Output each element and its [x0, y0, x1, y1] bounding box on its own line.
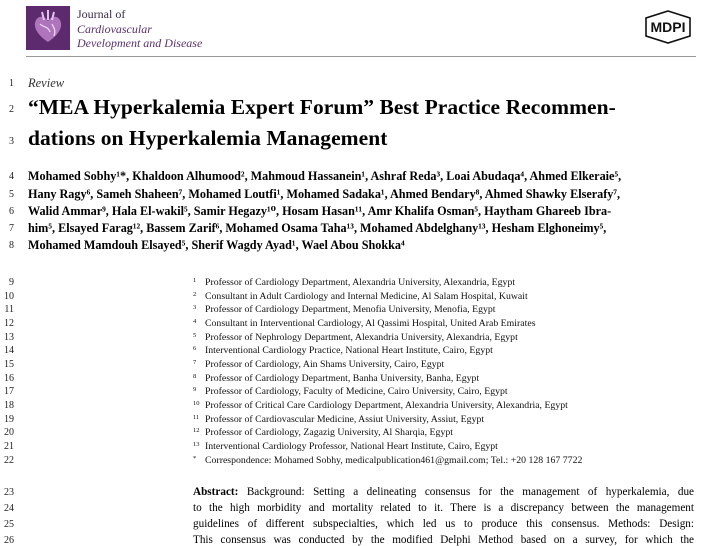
affiliation-text: Consultant in Interventional Cardiology, Al Qassimi Hospital, United Arab Emirates	[205, 318, 536, 329]
affiliation-text: Professor of Critical Care Cardiology Department, Alexandria University, Alexandria, Egypt	[205, 400, 568, 411]
affiliation-marker: 2	[193, 291, 197, 298]
line-number: 21	[4, 441, 14, 452]
line-number: 6	[9, 206, 14, 217]
affiliation-text: Professor of Cardiovascular Medicine, Assiut University, Assiut, Egypt	[205, 414, 485, 425]
affiliation	[193, 318, 536, 329]
line-number: 18	[4, 400, 14, 411]
line-number: 1	[9, 78, 14, 89]
line-number: 26	[4, 535, 14, 546]
line-number: 10	[4, 291, 14, 302]
journal-logo	[26, 6, 70, 50]
header-rule	[26, 56, 696, 57]
affiliation-text: Professor of Cardiology Department, Menofia University, Menofia, Egypt	[205, 304, 496, 315]
abstract-text: Background: Setting a delineating consensus for the management of hyperkalemia, due	[246, 486, 694, 498]
affiliation-text: Interventional Cardiology Practice, National Heart Institute, Cairo, Egypt	[205, 345, 493, 356]
line-number: 2	[9, 104, 14, 115]
affiliation	[193, 373, 479, 384]
affiliation	[193, 359, 444, 370]
author-line: Walid Ammar⁹, Hala El-wakil⁵, Samir Hegazy¹⁰, Hosam Hasan¹¹, Amr Khalifa Osman⁵, Haytham Ghareeb Ibra-	[28, 204, 612, 218]
abstract-line: This consensus was conducted by the modified Delphi Method based on a survey, for which the	[193, 534, 694, 546]
affiliation-text: Professor of Cardiology Department, Banha University, Banha, Egypt	[205, 373, 480, 384]
line-number: 4	[9, 171, 14, 182]
affiliation-marker: 1	[193, 277, 197, 284]
affiliation-text: Professor of Cardiology, Faculty of Medicine, Cairo University, Cairo, Egypt	[205, 386, 508, 397]
affiliation-marker: 5	[193, 332, 197, 339]
article-title-line: dations on Hyperkalemia Management	[28, 126, 388, 150]
journal-name-line: Journal of	[77, 7, 126, 21]
author-line: Hany Ragy⁶, Sameh Shaheen⁷, Mohamed Loutfi¹, Mohamed Sadaka¹, Ahmed Bendary⁸, Ahmed Shawky Elserafy⁷,	[28, 187, 621, 201]
line-number: 12	[4, 318, 14, 329]
affiliation	[193, 427, 453, 438]
line-number: 11	[4, 304, 14, 315]
publisher-logo	[640, 10, 696, 44]
line-number: 19	[4, 414, 14, 425]
affiliation-text: Professor of Nephrology Department, Alexandria University, Alexandria, Egypt	[205, 332, 518, 343]
line-number: 22	[4, 455, 14, 466]
affiliation-text: Interventional Cardiology Professor, National Heart Institute, Cairo, Egypt	[205, 441, 498, 452]
article-type: Review	[28, 76, 65, 90]
affiliation	[193, 277, 515, 288]
line-number: 3	[9, 136, 14, 147]
journal-name	[77, 7, 202, 51]
affiliation-marker: 6	[193, 345, 197, 352]
affiliation-text: Professor of Cardiology, Zagazig University, Al Sharqia, Egypt	[205, 427, 453, 438]
affiliation	[193, 386, 508, 397]
line-number: 5	[9, 189, 14, 200]
affiliation	[193, 441, 498, 452]
affiliation-marker: 10	[193, 400, 200, 407]
line-number: 7	[9, 223, 14, 234]
abstract-line	[193, 486, 694, 498]
affiliation-marker: *	[193, 455, 197, 462]
line-number: 8	[9, 240, 14, 251]
affiliation-marker: 12	[193, 427, 200, 434]
line-number: 9	[9, 277, 14, 288]
affiliation	[193, 291, 528, 302]
abstract-label: Abstract:	[193, 486, 239, 498]
line-number: 13	[4, 332, 14, 343]
affiliation-marker: 13	[193, 441, 200, 448]
affiliation-marker: 7	[193, 359, 197, 366]
line-number: 17	[4, 386, 14, 397]
affiliation-text: Professor of Cardiology Department, Alexandria University, Alexandria, Egypt	[205, 277, 516, 288]
affiliation-text: Professor of Cardiology, Ain Shams University, Cairo, Egypt	[205, 359, 445, 370]
line-number: 24	[4, 503, 14, 514]
line-number: 14	[4, 345, 14, 356]
correspondence	[193, 455, 582, 466]
affiliation	[193, 400, 568, 411]
affiliation-marker: 4	[193, 318, 197, 325]
affiliation	[193, 332, 518, 343]
affiliation	[193, 345, 493, 356]
author-line: Mohamed Sobhy¹*, Khaldoon Alhumood², Mahmoud Hassanein¹, Ashraf Reda³, Loai Abudaqa⁴, Ahmed Elkeraie⁵,	[28, 169, 622, 183]
line-number: 16	[4, 373, 14, 384]
author-line: him⁵, Elsayed Farag¹², Bassem Zarif⁶, Mohamed Osama Taha¹³, Mohamed Abdelghany¹³, Hesham Elghoneimy⁵,	[28, 221, 607, 235]
affiliation-marker: 8	[193, 373, 197, 380]
journal-name-line: Development and Disease	[77, 36, 203, 50]
abstract-line: to the high morbidity and mortality related to it. There is a discrepancy between the management	[193, 502, 694, 514]
publisher-name: MDPI	[650, 19, 686, 35]
affiliation	[193, 304, 496, 315]
affiliation-text: Consultant in Adult Cardiology and Internal Medicine, Al Salam Hospital, Kuwait	[205, 291, 528, 302]
line-number: 20	[4, 427, 14, 438]
affiliation-marker: 11	[193, 414, 200, 421]
abstract-line: guidelines of different subspecialties, which led us to produce this consensus. Methods: Design:	[193, 518, 694, 530]
correspondence-text: Correspondence: Mohamed Sobhy, medicalpublication461@gmail.com; Tel.: +20 128 167 7722	[205, 455, 583, 466]
line-number: 23	[4, 487, 14, 498]
line-number: 15	[4, 359, 14, 370]
affiliation	[193, 414, 484, 425]
author-line: Mohamed Mamdouh Elsayed⁵, Sherif Wagdy Ayad¹, Wael Abou Shokka⁴	[28, 238, 405, 252]
affiliation-marker: 3	[193, 304, 197, 311]
affiliation-marker: 9	[193, 386, 197, 393]
line-number: 25	[4, 519, 14, 530]
article-title-line: “MEA Hyperkalemia Expert Forum” Best Practice Recommen-	[28, 95, 616, 119]
journal-name-line: Cardiovascular	[77, 21, 152, 36]
